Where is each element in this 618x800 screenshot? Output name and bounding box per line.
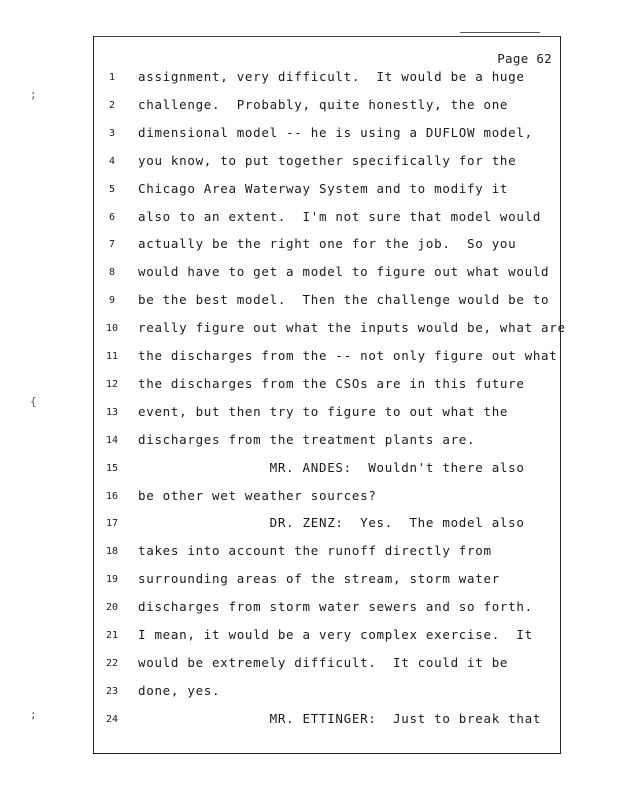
line-text: takes into account the runoff directly from — [138, 543, 492, 559]
transcript-line — [94, 627, 560, 647]
line-text: MR. ANDES: Wouldn't there also — [138, 459, 525, 475]
line-text: really figure out what the inputs would be, what are — [138, 320, 566, 336]
line-text: done, yes. — [138, 682, 221, 698]
line-number: 15 — [105, 462, 119, 474]
top-rule — [460, 32, 540, 33]
line-text: be other wet weather sources? — [138, 487, 377, 503]
transcript-line — [94, 376, 560, 396]
line-text: actually be the right one for the job. So you — [138, 236, 517, 252]
transcript-line — [94, 236, 560, 256]
line-text: Chicago Area Waterway System and to modify it — [138, 180, 509, 196]
line-number: 20 — [105, 602, 119, 614]
line-number: 14 — [105, 434, 119, 446]
line-number: 16 — [105, 490, 119, 502]
transcript-line — [94, 683, 560, 703]
line-text: I mean, it would be a very complex exercise. It — [138, 627, 533, 642]
line-text: the discharges from the CSOs are in this future — [138, 375, 525, 391]
transcript-line — [94, 404, 560, 424]
line-text: MR. ETTINGER: Just to break that — [138, 710, 542, 726]
line-number: 7 — [108, 239, 116, 251]
transcript-line — [94, 292, 560, 312]
line-number: 4 — [108, 155, 116, 167]
line-number: 24 — [105, 713, 119, 725]
transcript-line — [94, 571, 560, 591]
margin-mark: { — [30, 395, 37, 408]
line-text: you know, to put together specifically for the — [138, 152, 517, 168]
line-text: the discharges from the -- not only figure out what — [138, 348, 558, 363]
line-text: DR. ZENZ: Yes. The model also — [138, 515, 525, 531]
line-number: 12 — [105, 378, 119, 390]
line-number: 13 — [105, 406, 119, 418]
transcript-line — [94, 264, 560, 284]
transcript-line — [94, 460, 560, 480]
transcript-line — [94, 69, 560, 89]
line-number: 1 — [108, 72, 116, 83]
line-number: 2 — [108, 99, 116, 111]
transcript-line — [94, 432, 560, 452]
line-number: 8 — [108, 267, 116, 279]
line-number: 21 — [105, 630, 119, 641]
line-number: 23 — [105, 685, 119, 697]
transcript-line — [94, 209, 560, 229]
line-text: assignment, very difficult. It would be a huge — [138, 69, 525, 84]
transcript-line — [94, 153, 560, 173]
transcript-page — [93, 36, 566, 754]
transcript-line — [94, 125, 560, 145]
line-text: discharges from storm water sewers and so forth. — [138, 599, 533, 615]
line-number: 9 — [108, 295, 116, 307]
transcript-line — [94, 543, 560, 563]
line-number: 22 — [105, 657, 119, 669]
line-number: 5 — [108, 183, 116, 195]
margin-mark: ; — [30, 88, 37, 101]
line-text: would be extremely difficult. It could it be — [138, 654, 509, 670]
line-text: event, but then try to figure to out what the — [138, 403, 509, 419]
transcript-line — [94, 320, 566, 340]
transcript-line — [94, 711, 560, 731]
line-text: be the best model. Then the challenge would be to — [138, 292, 550, 308]
line-number: 6 — [108, 211, 116, 223]
transcript-line — [94, 655, 560, 675]
line-text: discharges from the treatment plants are. — [138, 431, 476, 447]
transcript-line — [94, 181, 560, 201]
line-number: 17 — [105, 518, 119, 530]
transcript-line — [94, 348, 560, 368]
line-text: would have to get a model to figure out what would — [138, 264, 550, 280]
line-text: surrounding areas of the stream, storm water — [138, 571, 500, 587]
transcript-line — [94, 599, 560, 619]
line-number: 11 — [105, 351, 119, 362]
transcript-line — [94, 97, 560, 117]
line-number: 19 — [105, 574, 119, 586]
line-text: challenge. Probably, quite honestly, the one — [138, 96, 509, 112]
line-number: 3 — [108, 127, 116, 139]
transcript-line — [94, 488, 560, 508]
line-number: 18 — [105, 546, 119, 558]
line-text: also to an extent. I'm not sure that model would — [138, 208, 542, 224]
page-number: Page 62 — [497, 51, 552, 66]
line-text: dimensional model -- he is using a DUFLOW model, — [138, 124, 533, 140]
transcript-line — [94, 515, 560, 535]
margin-mark: ; — [30, 708, 37, 721]
line-number: 10 — [105, 323, 119, 335]
